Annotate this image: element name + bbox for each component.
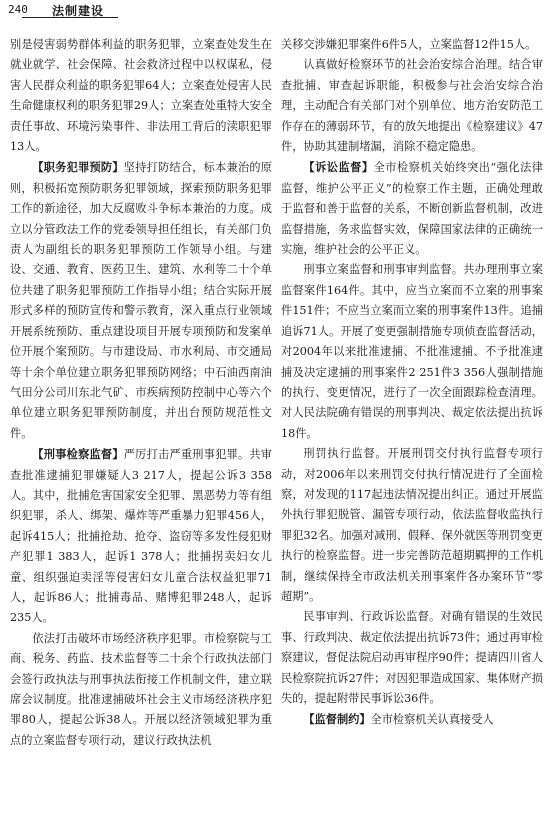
paragraph-text: 坚持打防结合，标本兼治的原则，积极拓宽预防职务犯罪领域，探索预防职务犯罪工作的新途径，加大反腐败斗争标本兼治的力度。成立以分管政法工作的党委领导担任组长，有关部门负责人为副组长的职务犯罪预防工作领导小组。与建设、交通、教育、医药卫生、建筑、水利等二十个单位共建了职务犯罪预防工作指导小组；结合实际开展形式多样的预防宣传和警示教育，深入重点行业领域开展系统预防、重点建设项目开展专项预防和发案单位开展个案预防。与市建设局、市水利局、市交通局等十余个单位建立职务犯罪预防网络；中石油西南油气田分公司川东北气矿、市疾病预防控制中心等六个单位建立职务犯罪预防制度，并出台预防规范性文件。 <box>10 161 272 440</box>
paragraph <box>10 629 272 751</box>
paragraph <box>281 444 543 607</box>
paragraph <box>10 444 272 629</box>
paragraph-text: 全市检察机关始终突出“强化法律监督，维护公平正义”的检察工作主题，正确处理敢于监督和善于监督的关系，不断创新监督机制，改进监督措施，务求监督实效，保障国家法律的正确统一实施，维护社会的公平正义。 <box>281 161 543 257</box>
paragraph <box>281 260 543 444</box>
section-title: 法制建设 <box>52 4 105 18</box>
paragraph-text: 民事审判、行政诉讼监督。对确有错误的生效民事、行政判决、裁定依法提出抗诉73件；通过再审检察建议，督促法院启动再审程序90件；提请四川省人民检察院抗诉27件；对因犯罪造成国家、集体财产损失的，提起附带民事诉讼36件。 <box>281 610 543 705</box>
section-heading: 【职务犯罪预防】 <box>32 160 124 175</box>
paragraph <box>281 55 543 157</box>
section-heading: 【诉讼监督】 <box>303 160 374 175</box>
paragraph <box>10 157 272 444</box>
paragraph <box>10 35 272 157</box>
section-heading: 【监督制约】 <box>303 712 371 727</box>
paragraph-text: 刑事立案监督和刑事审判监督。共办理刑事立案监督案件164件。其中，应当立案而不立案的刑事案件151件；不应当立案而立案的刑事案件13件。追捕追诉71人。开展了变更强制措施专项侦查监督活动，对2004年以来批准逮捕、不批准逮捕、不予批准逮捕及决定逮捕的刑事案件2 251件3 356人强制措施的执行、变更情况，进行了一次全面跟踪检查清理。对人民法院确有错误的刑事判决、裁定依法提出抗诉18件。 <box>281 263 543 440</box>
paragraph <box>281 709 543 730</box>
left-column <box>10 35 272 825</box>
paragraph-text: 严厉打击严重刑事犯罪。共审查批准逮捕犯罪嫌疑人3 217人，提起公诉3 358人。其中，批捕危害国家安全犯罪、黑恶势力等有组织犯罪，杀人、绑架、爆炸等严重暴力犯罪456人，起诉415人；批捕抢劫、抢夺、盗窃等多发性侵犯财产犯罪1 383人，起诉1 378人；批捕拐卖妇女儿童、组织强迫卖淫等侵害妇女儿童合法权益犯罪71人，起诉86人；批捕毒品、赌博犯罪248人，起诉235人。 <box>10 448 272 625</box>
page-header <box>0 0 550 22</box>
paragraph <box>281 35 543 55</box>
paragraph <box>281 607 543 709</box>
paragraph-text: 依法打击破坏市场经济秩序犯罪。市检察院与工商、税务、药监、技术监督等二十余个行政执法部门会签行政执法与刑事执法衔接工作机制文件，建立联席会议制度。批准逮捕破坏社会主义市场经济秩序犯罪80人，提起公诉38人。开展以经济领域犯罪为重点的立案监督专项行动，建议行政执法机 <box>10 631 272 747</box>
page-number: 240 <box>8 3 28 16</box>
paragraph-text: 认真做好检察环节的社会治安综合治理。结合审查批捕、审查起诉职能，积极参与社会治安综合治理，主动配合有关部门对个别单位、地方治安防范工作存在的薄弱环节，有的放矢地提出《检察建议》47件，协助其建制堵漏，消除不稳定隐患。 <box>281 58 543 154</box>
paragraph <box>281 157 543 260</box>
paragraph-text: 关移交涉嫌犯罪案件6件5人，立案监督12件15人。 <box>281 38 537 51</box>
paragraph-text: 别是侵害弱势群体利益的职务犯罪，立案查处发生在就业就学、社会保障、社会救济过程中以权谋私，侵害人民群众利益的职务犯罪64人；立案查处侵害人民生命健康权利的职务犯罪29人；立案查处重特大安全责任事故、环境污染事件、非法用工背后的渎职犯罪13人。 <box>10 38 272 154</box>
paragraph-text: 全市检察机关认真接受人 <box>370 713 494 727</box>
header-rule <box>22 17 118 18</box>
paragraph-text: 刑罚执行监督。开展刑罚交付执行监督专项行动，对2006年以来刑罚交付执行情况进行了全面检察，对发现的117起违法情况提出纠正。通过开展监外执行罪犯脱管、漏管专项行动，依法监督收监执行罪犯32名。加强对减刑、假释、保外就医等刑罚变更执行的检察监督。进一步完善防范超期羁押的工作机制，继续保持全市政法机关刑事案件各办案环节“零超期”。 <box>281 447 543 603</box>
right-column <box>281 35 543 825</box>
section-heading: 【刑事检察监督】 <box>32 447 124 462</box>
